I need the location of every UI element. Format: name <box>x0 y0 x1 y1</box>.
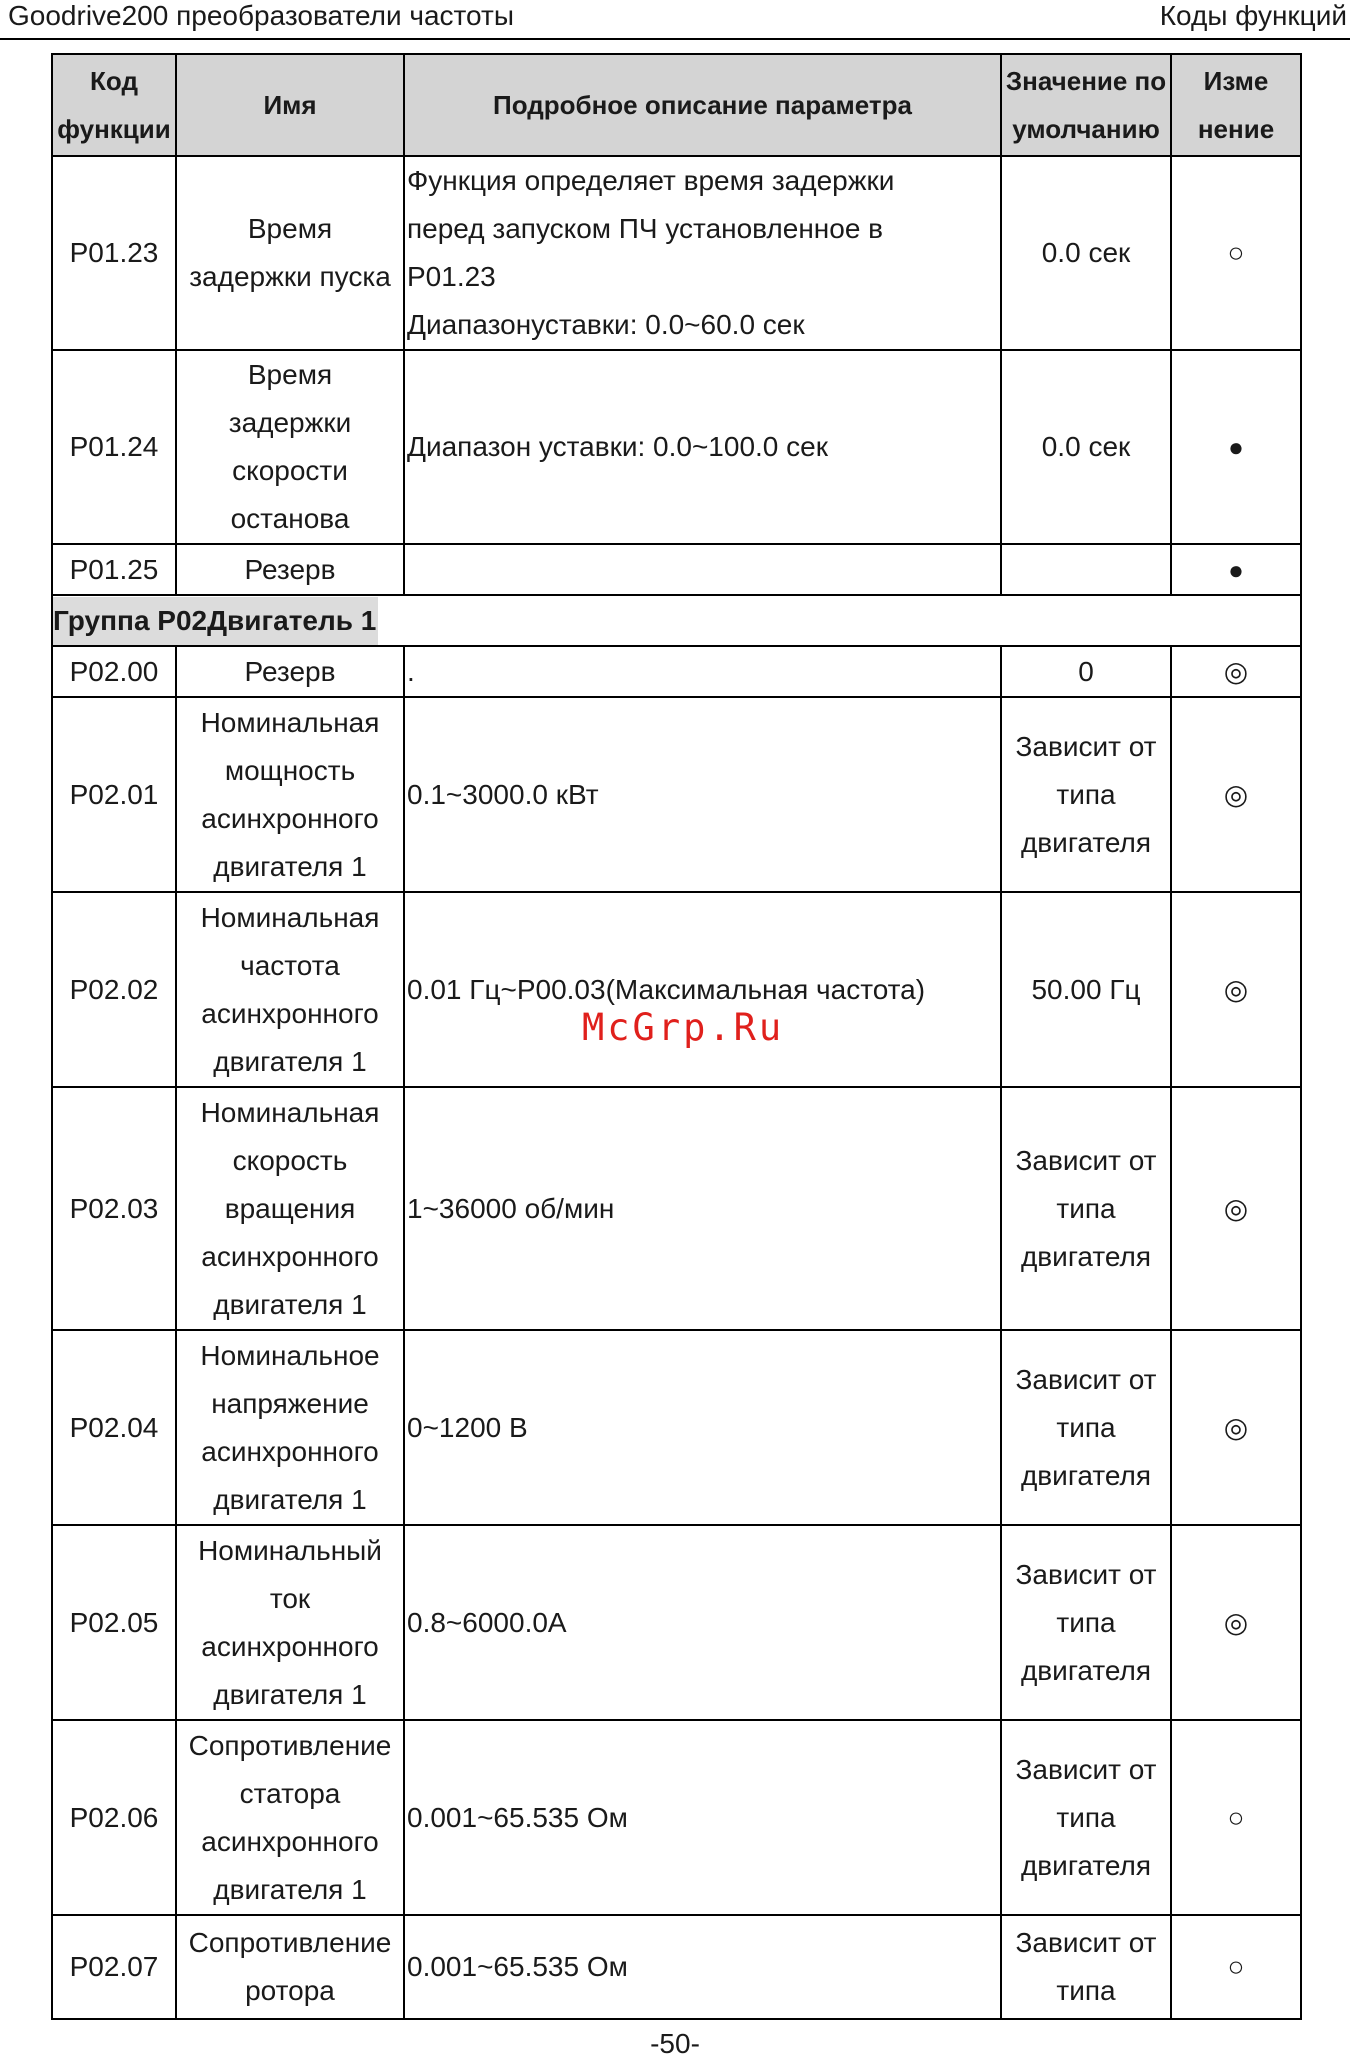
param-code: P02.07 <box>52 1915 176 2019</box>
change-mode-double-circle-icon: ◎ <box>1171 892 1301 1087</box>
param-default: Зависит от типа <box>1001 1915 1171 2019</box>
param-default: Зависит от типа двигателя <box>1001 1087 1171 1330</box>
param-description: 0~1200 В <box>404 1330 1001 1525</box>
param-name: Время задержки скорости останова <box>176 350 404 544</box>
table-row <box>52 1330 1301 1525</box>
param-default: 50.00 Гц <box>1001 892 1171 1087</box>
param-description: 0.001~65.535 Ом <box>404 1720 1001 1915</box>
param-code: P02.02 <box>52 892 176 1087</box>
column-header-change: Изме нение <box>1171 54 1301 156</box>
table-row <box>52 1915 1301 2019</box>
change-mode-open-circle-icon: ○ <box>1171 156 1301 350</box>
table-row <box>52 156 1301 350</box>
table-row <box>52 544 1301 595</box>
param-code: P02.05 <box>52 1525 176 1720</box>
param-description: 0.1~3000.0 кВт <box>404 697 1001 892</box>
param-code: P02.06 <box>52 1720 176 1915</box>
param-name: Резерв <box>176 646 404 697</box>
param-name: Резерв <box>176 544 404 595</box>
change-mode-double-circle-icon: ◎ <box>1171 1087 1301 1330</box>
param-default <box>1001 544 1171 595</box>
param-description <box>404 544 1001 595</box>
header-divider <box>0 38 1350 40</box>
param-name: Номинальная скорость вращения асинхронного двигателя 1 <box>176 1087 404 1330</box>
group-row <box>52 595 1301 646</box>
change-mode-double-circle-icon: ◎ <box>1171 697 1301 892</box>
section-title: Коды функций <box>1159 0 1347 31</box>
param-code: P02.03 <box>52 1087 176 1330</box>
group-header-cell <box>52 595 1301 646</box>
param-default: 0.0 сек <box>1001 156 1171 350</box>
param-default: 0.0 сек <box>1001 350 1171 544</box>
table-row <box>52 1720 1301 1915</box>
param-description: Функция определяет время задержки перед запуском ПЧ установленное в P01.23 Диапазонуставки: 0.0~60.0 сек <box>404 156 1001 350</box>
page-number: -50- <box>650 2028 700 2059</box>
param-name: Сопротивление статора асинхронного двигателя 1 <box>176 1720 404 1915</box>
param-description: . <box>404 646 1001 697</box>
param-name: Номинальное напряжение асинхронного двигателя 1 <box>176 1330 404 1525</box>
table-row <box>52 350 1301 544</box>
change-mode-filled-circle-icon: ● <box>1171 544 1301 595</box>
param-description: Диапазон уставки: 0.0~100.0 сек <box>404 350 1001 544</box>
change-mode-double-circle-icon: ◎ <box>1171 1525 1301 1720</box>
param-name: Сопротивление ротора <box>176 1915 404 2019</box>
column-header-description: Подробное описание параметра <box>404 54 1001 156</box>
param-code: P01.25 <box>52 544 176 595</box>
document-title: Goodrive200 преобразователи частоты <box>8 0 514 31</box>
table-row <box>52 646 1301 697</box>
param-name: Время задержки пуска <box>176 156 404 350</box>
param-code: P01.23 <box>52 156 176 350</box>
column-header-code: Код функции <box>52 54 176 156</box>
param-description: 0.8~6000.0A <box>404 1525 1001 1720</box>
param-code: P01.24 <box>52 350 176 544</box>
change-mode-filled-circle-icon: ● <box>1171 350 1301 544</box>
param-name: Номинальный ток асинхронного двигателя 1 <box>176 1525 404 1720</box>
param-description: 0.001~65.535 Ом <box>404 1915 1001 2019</box>
change-mode-double-circle-icon: ◎ <box>1171 646 1301 697</box>
column-header-name: Имя <box>176 54 404 156</box>
table-row <box>52 1525 1301 1720</box>
param-default: Зависит от типа двигателя <box>1001 1720 1171 1915</box>
param-default: Зависит от типа двигателя <box>1001 1525 1171 1720</box>
table-row <box>52 1087 1301 1330</box>
group-label: Группа P02Двигатель 1 <box>53 597 378 645</box>
table-row <box>52 892 1301 1087</box>
param-default: Зависит от типа двигателя <box>1001 697 1171 892</box>
table-header-row <box>52 54 1301 156</box>
watermark: McGrp.Ru <box>582 1006 785 1049</box>
param-code: P02.01 <box>52 697 176 892</box>
param-default: Зависит от типа двигателя <box>1001 1330 1171 1525</box>
param-description: 0.01 Гц~P00.03(Максимальная частота) <box>404 892 1001 1087</box>
change-mode-double-circle-icon: ◎ <box>1171 1330 1301 1525</box>
table-row <box>52 697 1301 892</box>
change-mode-open-circle-icon: ○ <box>1171 1720 1301 1915</box>
param-name: Номинальная частота асинхронного двигателя 1 <box>176 892 404 1087</box>
change-mode-open-circle-icon: ○ <box>1171 1915 1301 2019</box>
param-code: P02.00 <box>52 646 176 697</box>
param-name: Номинальная мощность асинхронного двигателя 1 <box>176 697 404 892</box>
param-code: P02.04 <box>52 1330 176 1525</box>
param-description: 1~36000 об/мин <box>404 1087 1001 1330</box>
column-header-default: Значение по умолчанию <box>1001 54 1171 156</box>
param-default: 0 <box>1001 646 1171 697</box>
